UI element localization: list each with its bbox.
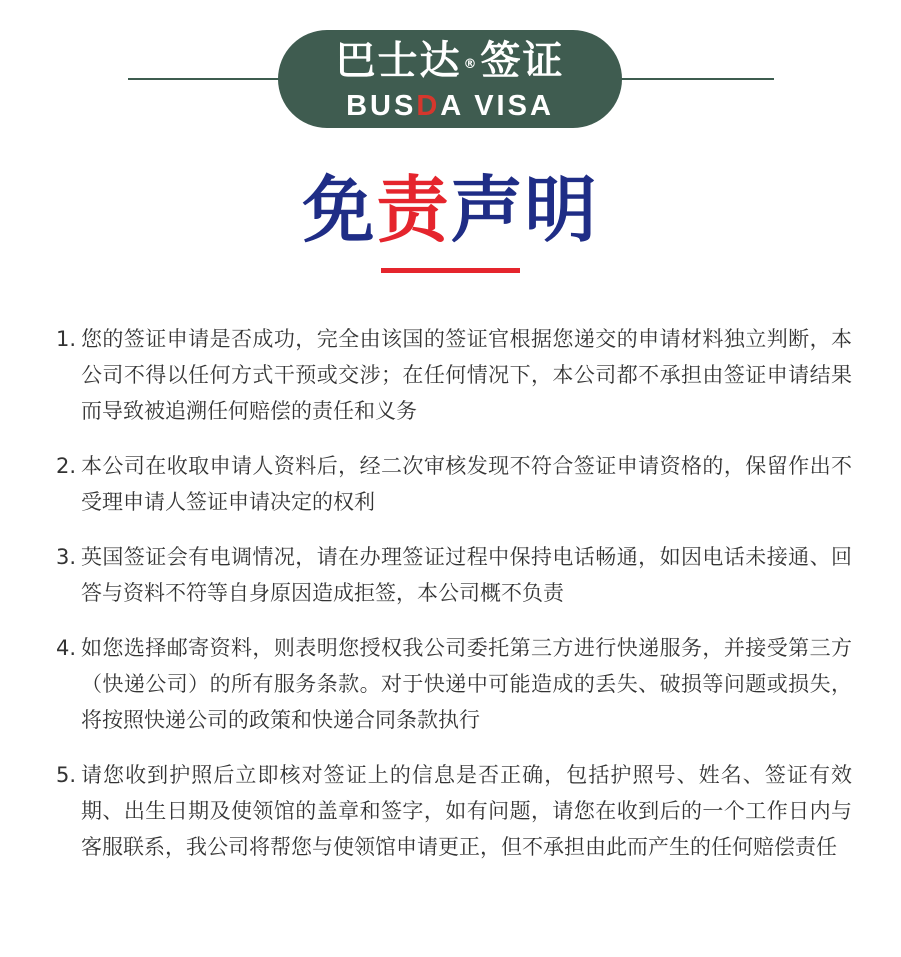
header-divider-left <box>128 78 288 80</box>
brand-name-en-accent: D <box>416 90 441 122</box>
brand-name-en-part1: BUS <box>346 90 417 122</box>
brand-name-cn <box>278 36 622 86</box>
disclaimer-number: 2. <box>56 454 77 478</box>
brand-name-en-part2: A VISA <box>440 90 554 122</box>
disclaimer-item <box>56 539 852 611</box>
disclaimer-list <box>56 321 852 884</box>
header-divider-right <box>612 78 774 80</box>
brand-name-cn-main: 巴士达 <box>335 38 462 84</box>
disclaimer-text: 请您收到护照后立即核对签证上的信息是否正确，包括护照号、姓名、签证有效期、出生日期及使领馆的盖章和签字，如有问题，请您在收到后的一个工作日内与客服联系，我公司将帮您与使领馆申请更正，但不承担由此而产生的任何赔偿责任 <box>81 763 852 859</box>
registered-mark: ® <box>463 57 479 72</box>
disclaimer-number: 5. <box>56 763 77 787</box>
page-title <box>0 165 901 255</box>
title-char-1: 免 <box>302 168 377 252</box>
disclaimer-number: 3. <box>56 545 77 569</box>
disclaimer-text: 本公司在收取申请人资料后，经二次审核发现不符合签证申请资格的，保留作出不受理申请人签证申请决定的权利 <box>81 454 852 514</box>
disclaimer-item <box>56 448 852 520</box>
disclaimer-text: 英国签证会有电调情况，请在办理签证过程中保持电话畅通，如因电话未接通、回答与资料不符等自身原因造成拒签，本公司概不负责 <box>81 545 852 605</box>
brand-name-cn-suffix: 签证 <box>480 38 565 84</box>
disclaimer-number: 4. <box>56 636 77 660</box>
disclaimer-item <box>56 630 852 738</box>
disclaimer-item <box>56 321 852 429</box>
brand-logo <box>278 30 622 128</box>
title-underline <box>381 268 520 273</box>
title-char-4: 明 <box>524 168 599 252</box>
title-char-2: 责 <box>376 168 451 252</box>
disclaimer-item <box>56 757 852 865</box>
title-char-3: 声 <box>450 168 525 252</box>
brand-name-en <box>278 90 622 122</box>
disclaimer-number: 1. <box>56 327 77 351</box>
disclaimer-text: 如您选择邮寄资料，则表明您授权我公司委托第三方进行快递服务，并接受第三方（快递公司）的所有服务条款。对于快递中可能造成的丢失、破损等问题或损失，将按照快递公司的政策和快递合同条款执行 <box>81 636 852 732</box>
disclaimer-text: 您的签证申请是否成功，完全由该国的签证官根据您递交的申请材料独立判断，本公司不得以任何方式干预或交涉；在任何情况下，本公司都不承担由签证申请结果而导致被追溯任何赔偿的责任和义务 <box>81 327 852 423</box>
